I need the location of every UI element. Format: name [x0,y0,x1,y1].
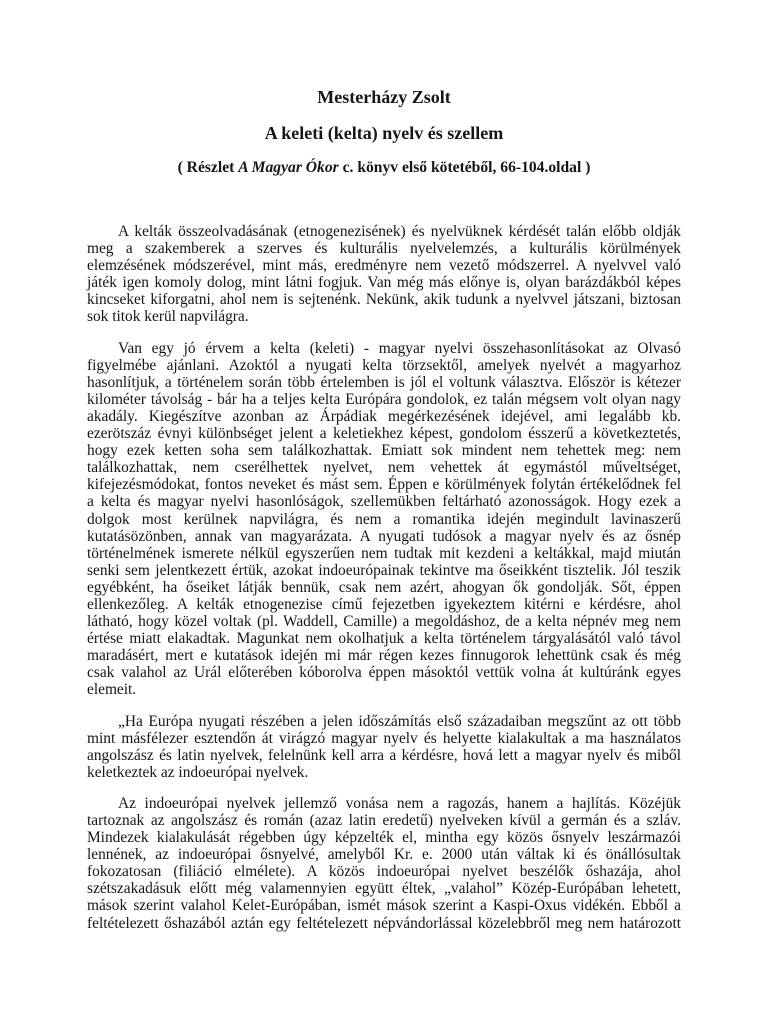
document-title: A keleti (kelta) nyelv és szellem [264,123,504,143]
paragraph-line: A kelták összeolvadásának (etnogenezisének) és nyelvüknek kérdését talán előbb oldják [118,223,681,240]
body-paragraph [87,223,681,326]
paragraph-line: maradásért, mert e kutatások idején mi már régen kezes finnugorok lehettünk csak és még [87,647,681,665]
paragraph-line: játék igen komoly dolog, mint látni fogjuk. Van még más előnye is, olyan barázdákból képes [87,274,681,292]
paragraph-line: mások szerint valahol Kelet-Európában, ismét mások szerint a Kaspi-Oxus vidékén. Ebből a [87,897,681,915]
paragraph-line: Mindezek kialakulását régebben úgy képzelték el, mintha egy közös ősnyelv leszármazói [87,829,681,847]
paragraph-line: angolszász és latin nyelvek, felelnünk kell arra a kérdésre, hová lett a magyar nyelv és miből [87,746,681,764]
paragraph-line: Az indoeurópai nyelvek jellemző vonása nem a ragozás, hanem a hajlítás. Közéjük [118,794,681,812]
paragraph-line: figyelmébe ajánlani. Azoktól a nyugati kelta törzsektől, amelyek nyelvét a magyarhoz [87,356,681,374]
paragraph-line: találkozhattak, nem cserélhettek nyelvet, nem vehettek át egymástól műveltséget, [87,459,681,477]
paragraph-line: sok titok kerül napvilágra. [87,308,249,326]
paragraph-line: ellenkezőleg. A kelták etnogenezise című fejezetben igyekeztem kitérni e kérdésre, ahol [87,595,681,613]
paragraph-line: egyébként, ha őseiket látják bennük, csak nem azért, ahogyan ők gondolják. Sőt, éppen [87,578,681,596]
paragraph-line: történelmének ismerete nélkül egyszerűen nem tudtak mit kezdeni a keltákkal, majd miután [87,544,681,562]
paragraph-line: elemeit. [87,681,137,699]
body-paragraph [87,340,681,699]
body-paragraph [87,795,681,932]
paragraph-line: elemzésének módszerével, mint más, eredményre nem vezető módszerrel. A nyelvvel való [87,257,681,275]
paragraph-line: fokozatosan (filiáció elmélete). A közös indoeurópai nyelvet beszélők őshazája, ahol [87,863,681,881]
document-body [87,223,681,946]
paragraph-line: kincseket kiforgatni, ahol nem is sejtenénk. Nekünk, akik tudunk a nyelvvel játszani, biztosan [87,291,681,309]
quote-paragraph [87,713,681,781]
paragraph-line: kilométer távolság - bár ha a teljes kelta Európára gondolok, ez talán mégsem volt olyan nagy [87,390,681,408]
paragraph-line: a kelta és magyar nyelvi hasonlóságok, szellemükben feltárható azonosságok. Hogy ezek a [87,493,681,511]
paragraph-line: kifejezésmódokat, fontos neveket és mást sem. Éppen e körülmények folytán értékelődnek fel [87,476,681,494]
author-name: Mesterházy Zsolt [317,87,451,107]
paragraph-line: csak valahol az Urál előterében kóborolva éppen másoktól vettük volna át kultúránk egyes [87,664,681,682]
paragraph-line: akadály. Kiegészítve azonban az Árpádiak megérkezésének idejével, ami legalább kb. [87,407,681,425]
paragraph-line: feltételezett őshazából aztán egy feltételezett népvándorlással közelebbről meg nem határozott [87,914,681,932]
source-suffix: c. könyv első kötetéből, 66-104.oldal ) [338,159,591,176]
source-book-title: A Magyar Ókor [238,159,339,176]
source-reference [0,158,768,177]
paragraph-line: dolgok most kerülnek napvilágra, és nem a romantika idején megindult lavinaszerű [87,510,681,528]
paragraph-line: „Ha Európa nyugati részében a jelen időszámítás első századaiban megszűnt az ott több [118,712,681,730]
paragraph-line: látható, hogy közel voltak (pl. Waddell, Camille) a megoldáshoz, de a kelta népnév meg nem [87,613,681,631]
paragraph-line: tartoznak az angolszász és román (azaz latin eredetű) nyelveken kívül a germán és a szláv. [87,812,681,829]
paragraph-line: Van egy jó érvem a kelta (keleti) - magyar nyelvi összehasonlításokat az Olvasó [118,339,681,357]
paragraph-line: értése miatt elakadtak. Magunkat nem okolhatjuk a kelta történelem tárgyalásától való távol [87,630,681,648]
source-prefix: ( Részlet [177,159,239,176]
paragraph-line: meg a szakemberek a szerves és kulturális nyelvelemzés, a kulturális körülmények [87,240,681,258]
paragraph-line: kutatásözönben, annak van magyarázata. A nyugati tudósok a magyar nyelv és az ősnép [87,527,681,545]
paragraph-line: lennének, az indoeurópai ősnyelvé, amelyből Kr. e. 2000 után váltak ki és önállósultak [87,846,681,864]
paragraph-line: ezerötszáz évnyi különbséget jelent a keletiekhez képest, gondolom ésszerű a következtetés, [87,425,681,443]
paragraph-line: keletkeztek az indoeurópai nyelvek. [87,763,309,781]
paragraph-line: senki sem jelentkezett értük, azokat indoeurópainak tekintve ma őseikként tisztelik. Jól teszik [87,561,681,579]
paragraph-line: szétszakadásuk előtt még valamennyien együtt éltek, „valahol” Közép-Európában lehetett, [87,880,681,898]
paragraph-line: hasonlítjuk, a történelem során több értelemben is jól el voltunk választva. Először is kétezer [87,373,681,391]
paragraph-line: hogy ezek ketten soha sem találkozhattak. Emiatt sok mindent nem tehettek meg: nem [87,442,681,460]
paragraph-line: mint másfélezer esztendőn át virágzó magyar nyelv és helyette kialakultak a ma használatos [87,729,681,747]
